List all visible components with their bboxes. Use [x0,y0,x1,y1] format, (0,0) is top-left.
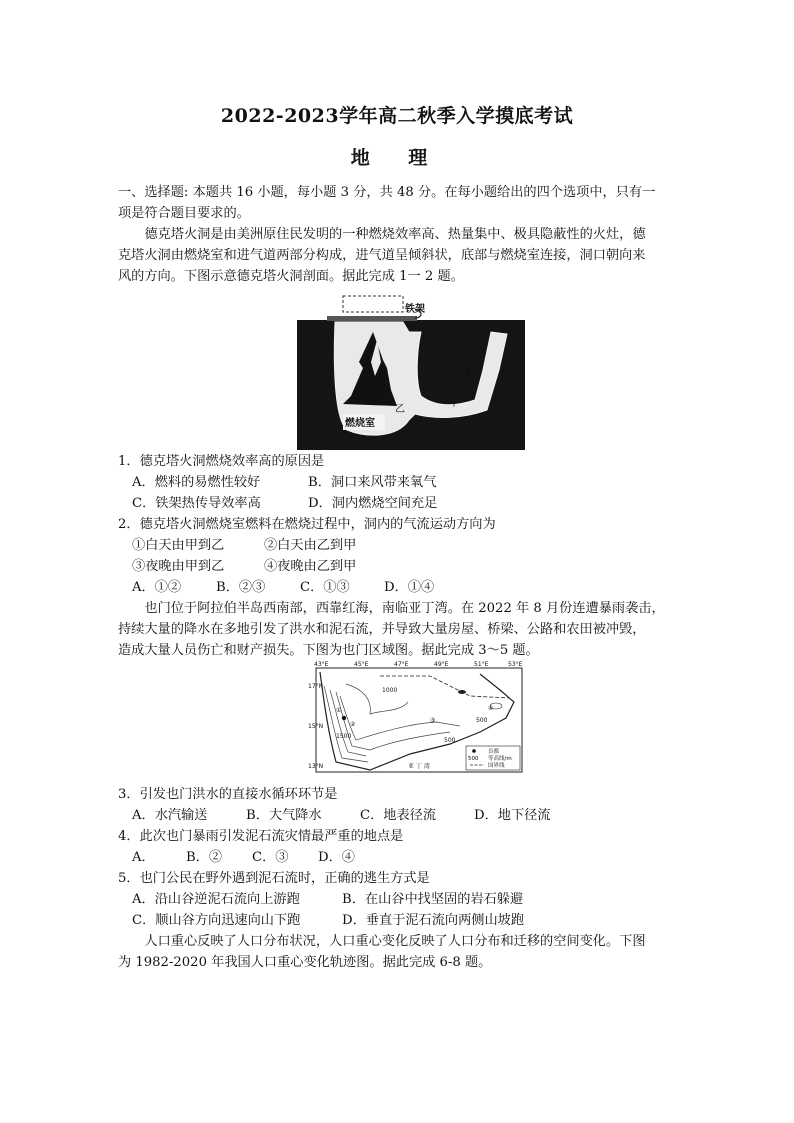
q5-option-c: C．顺山谷方向迅速向山下跑 [132,913,301,928]
contour-label-500: 500 [444,737,456,744]
label-chamber: 燃烧室 [345,418,375,429]
q2-option-d: D．①④ [384,580,435,595]
legend-contour-label: 等高线/m [488,756,512,762]
legend-border-label: 国界线 [488,763,505,769]
point-4: ④ [488,705,494,712]
lat-label-3: 13°N [308,763,324,770]
contour-label-1500: 1500 [336,733,352,740]
lon-label-4: 49°E [434,661,449,668]
fire-hole-diagram [297,304,525,450]
q4-options-row [118,847,678,868]
q2-statement-1: ①白天由甲到乙 [132,538,225,553]
lon-label-5: 51°E [474,661,489,668]
section-line-1: 一、选择题: 本题共 16 小题，每小题 3 分，共 48 分。在每小题给出的四个选项中，只有一 [118,185,656,200]
passage-1 [118,224,678,287]
passage-3-line-2: 为 1982-2020 年我国人口重心变化轨迹图。据此完成 6-8 题。 [118,955,492,970]
lat-label-2: 15°N [308,723,324,730]
q1-option-a: A．燃料的易燃性较好 [132,475,261,490]
q2-option-b: B．②③ [216,580,266,595]
legend-capital-label: 首都 [488,749,500,755]
label-tiejia: 铁架 [405,304,425,315]
point-3: ③ [430,717,436,724]
q3-option-d: D．地下径流 [474,808,551,823]
q5-options-row-2 [118,910,678,931]
passage-3 [118,931,678,973]
point-2: ② [350,721,356,728]
q5-option-d: D．垂直于泥石流向两侧山坡跑 [342,913,525,928]
question-2 [118,514,678,598]
q4-option-d: D．④ [318,850,355,865]
q2-statements-row-2 [118,556,678,577]
q1-options-row-2 [118,493,678,514]
gulf-label: 亚 丁 湾 [408,763,430,770]
q4-stem: 4．此次也门暴雨引发泥石流灾情最严重的地点是 [118,829,404,844]
point-1: ① [336,707,342,714]
q2-option-a: A．①② [132,580,182,595]
question-5 [118,868,678,931]
q1-option-b: B．洞口来风带来氧气 [308,475,437,490]
q4-option-b: B．② [186,850,223,865]
lon-label-2: 45°E [354,661,369,668]
lat-label-1: 17°N [308,683,324,690]
legend-capital-icon [472,749,476,753]
q5-option-b: B．在山谷中找坚固的岩石躲避 [342,892,524,907]
q4-option-a: A． [132,850,155,865]
island-1 [458,690,466,694]
q3-stem: 3．引发也门洪水的直接水循环环节是 [118,787,338,802]
q2-options-row [118,577,678,598]
section-line-2: 项是符合题目要求的。 [118,206,250,221]
contour-label-1000: 1000 [382,687,398,694]
label-yi: 乙 [395,404,405,415]
q2-statement-3: ③夜晚由甲到乙 [132,559,225,574]
q2-statement-4: ④夜晚由乙到甲 [264,559,357,574]
q5-stem: 5．也门公民在野外遇到泥石流时，正确的逃生方式是 [118,871,430,886]
question-3 [118,784,678,826]
air-above-dashed [343,296,403,312]
question-4 [118,826,678,868]
capital-marker [342,716,346,720]
q1-option-c: C．铁架热传导效率高 [132,496,261,511]
subject-title: 地 理 [350,147,444,169]
q2-statements-row-1 [118,535,678,556]
passage-2 [118,598,678,661]
q1-options-row-1 [118,472,678,493]
q1-stem: 1．德克塔火洞燃烧效率高的原因是 [118,454,325,469]
q1-option-d: D．洞内燃烧空间充足 [308,496,438,511]
passage-1-line-2: 克塔火洞由燃烧室和进气道两部分构成，进气道呈倾斜状，底部与燃烧室连接，洞口朝向来 [118,248,646,263]
iron-rack [327,316,417,321]
q2-statement-2: ②白天由乙到甲 [264,538,357,553]
legend-contour-value: 500 [468,756,479,762]
question-1 [118,451,678,514]
passage-2-line-1: 也门位于阿拉伯半岛西南部，西靠红海，南临亚丁湾。在 2022 年 8 月份连遭暴雨袭击， [144,601,665,616]
q4-option-c: C．③ [252,850,289,865]
label-jia: 甲 [449,398,459,409]
q5-option-a: A．沿山谷逆泥石流向上游跑 [132,892,300,907]
passage-2-line-3: 造成大量人员伤亡和财产损失。下图为也门区域图。据此完成 3～5 题。 [118,643,539,658]
q2-option-c: C．①③ [300,580,350,595]
q5-options-row-1 [118,889,678,910]
section-instructions [118,182,678,224]
passage-1-line-3: 风的方向。下图示意德克塔火洞剖面。据此完成 1一 2 题。 [118,269,464,284]
exam-title: 2022-2023学年高二秋季入学摸底考试 [220,105,574,127]
lon-label-1: 43°E [314,661,329,668]
q2-stem: 2．德克塔火洞燃烧室燃料在燃烧过程中，洞内的气流运动方向为 [118,517,496,532]
q3-option-c: C．地表径流 [360,808,437,823]
passage-3-line-1: 人口重心反映了人口分布状况，人口重心变化反映了人口分布和迁移的空间变化。下图 [144,934,646,949]
yemen-map [310,662,530,780]
q3-option-b: B．大气降水 [246,808,322,823]
lon-label-6: 53°E [508,661,523,668]
passage-1-line-1: 德克塔火洞是由美洲原住民发明的一种燃烧效率高、热量集中、极具隐蔽性的火灶，德 [144,227,646,242]
lon-label-3: 47°E [394,661,409,668]
contour-label-500b: 500 [476,717,488,724]
q3-option-a: A．水汽输送 [132,808,208,823]
q3-options-row [118,805,678,826]
passage-2-line-2: 持续大量的降水在多地引发了洪水和泥石流，并导致大量房屋、桥梁、公路和农田被冲毁， [118,622,646,637]
